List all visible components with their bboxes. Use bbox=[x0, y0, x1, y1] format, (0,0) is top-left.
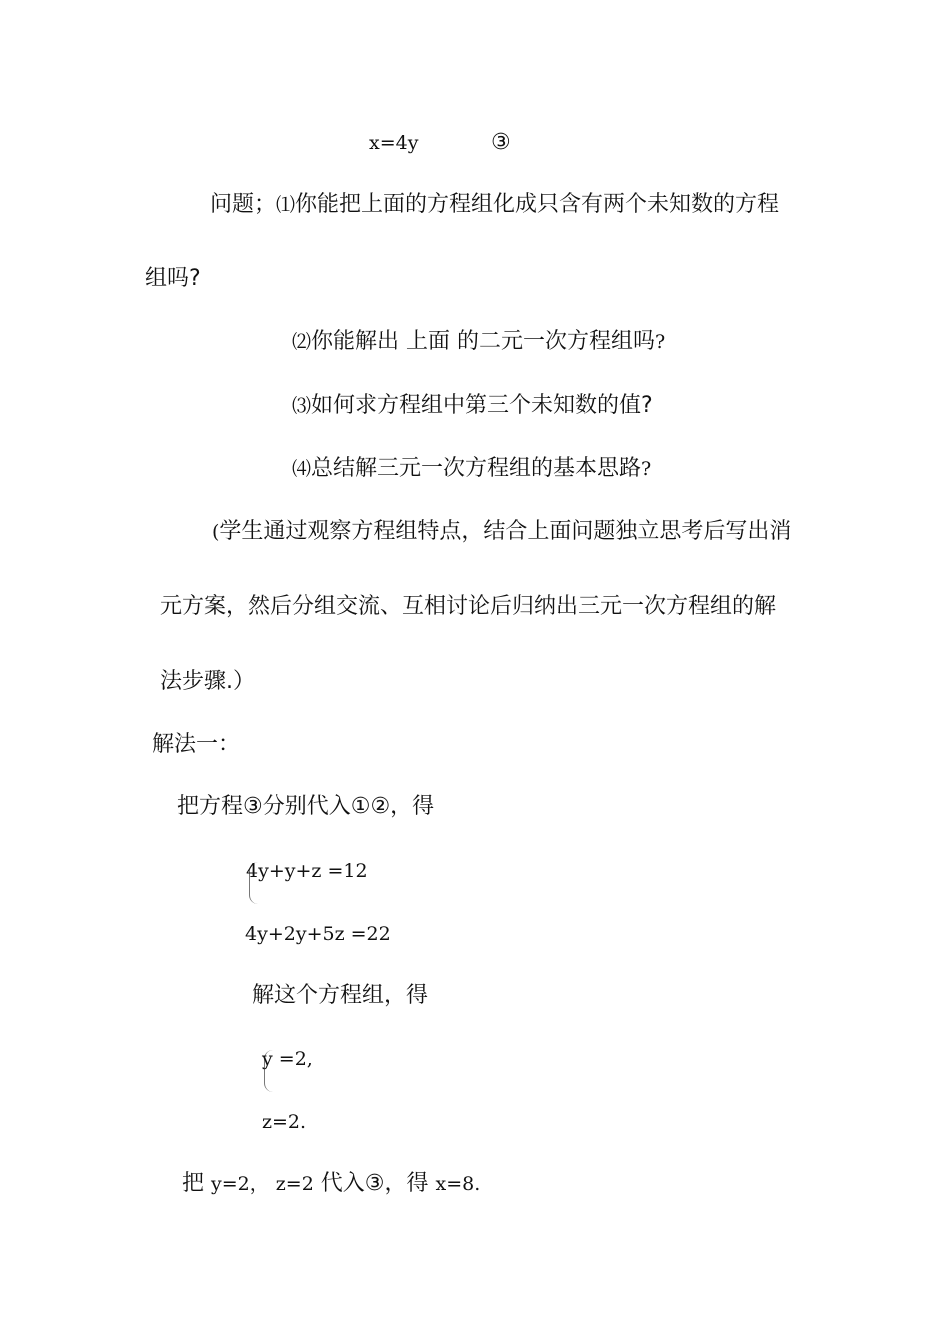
question-3-text: 如何求方程组中第三个未知数的值? bbox=[311, 393, 653, 418]
method-1-title: 解法一： bbox=[152, 732, 241, 757]
note-line-1-text: 学生通过观察方程组特点，结合上面问题独立思考后写出消 bbox=[219, 519, 792, 544]
note-line-3: 法步骤.） bbox=[160, 669, 255, 694]
equation-3-marker: ③ bbox=[491, 130, 511, 155]
note-open-paren: ( bbox=[212, 521, 220, 543]
method-1-step-3 bbox=[182, 1169, 480, 1199]
question-4-text: 总结解三元一次方程组的基本思路 bbox=[311, 456, 642, 481]
question-1-line-2: 组吗? bbox=[145, 266, 201, 291]
question-4 bbox=[292, 454, 651, 484]
step-3-y-value: y=2， bbox=[211, 1173, 269, 1195]
question-2 bbox=[292, 327, 665, 357]
method-1-step-2: 解这个方程组，得 bbox=[252, 983, 429, 1008]
question-3-number: ⑶ bbox=[292, 395, 312, 417]
equation-3-lhs: x=4y bbox=[369, 132, 419, 154]
note-line-1 bbox=[212, 517, 791, 547]
system-1-equation-2: 4y+2y+5z =22 bbox=[245, 923, 391, 945]
question-1-number: ⑴ bbox=[276, 194, 296, 216]
question-4-number: ⑷ bbox=[292, 458, 312, 480]
question-4-mark: ? bbox=[641, 458, 652, 480]
step-3-z-value: z=2 bbox=[275, 1173, 314, 1195]
step-3-middle: 代入③，得 bbox=[320, 1171, 429, 1196]
question-1-line-1 bbox=[210, 190, 779, 220]
question-3 bbox=[292, 391, 653, 421]
solution-y: y =2, bbox=[262, 1048, 313, 1070]
method-1-step-1: 把方程③分别代入①②，得 bbox=[177, 794, 435, 819]
question-2-number: ⑵ bbox=[292, 331, 312, 353]
question-1-text: 你能把上面的方程组化成只含有两个未知数的方程 bbox=[295, 192, 780, 217]
system-1-equation-1: 4y+y+z =12 bbox=[246, 860, 368, 882]
question-2-text: 你能解出 上面 的二元一次方程组吗 bbox=[311, 329, 656, 354]
solution-z: z=2. bbox=[262, 1111, 307, 1133]
questions-intro: 问题； bbox=[210, 192, 277, 217]
step-3-prefix: 把 bbox=[182, 1171, 205, 1196]
step-3-x-value: x=8. bbox=[435, 1173, 481, 1195]
question-2-mark: ? bbox=[655, 331, 666, 353]
note-line-2: 元方案，然后分组交流、互相讨论后归纳出三元一次方程组的解 bbox=[160, 594, 777, 619]
